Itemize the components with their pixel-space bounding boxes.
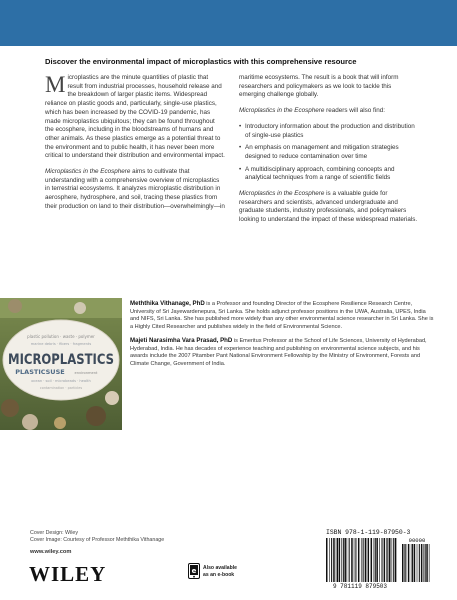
cover-design-credit: Cover Design: Wiley [30,530,78,536]
svg-text:marine debris · fibers · fragm: marine debris · fibers · fragments [30,342,92,346]
isbn-human-readable: 9 781119 879503 [332,583,388,590]
readers-intro: Microplastics in the Ecosphere readers will also find: [239,107,385,115]
photo-word-main: MICROPLASTICS [8,352,114,368]
list-item: • A multidisciplinary approach, combining concepts and analytical techniques from a range of scientific fields [239,166,419,183]
author-name: Meththika Vithanage, PhD [130,300,205,307]
author-bio: Majeti Narasimha Vara Prasad, PhD is Emeritus Professor at the School of Life Sciences, University of Hyderabad, Hyderabad, India. He has decades of experience teaching and publishing on environmental science subjects, and his awards include the 2007 Pitamber Pant National Environment Fellowship by the Ministry of Environment, Forests and Climate Change, Government of India. [130,336,427,367]
cover-credits [30,530,164,544]
cover-photo-illustration [0,298,122,430]
photo-word-sub: PLASTICSUSE [15,368,65,376]
author-bios [130,300,435,374]
closing-paragraph: Microplastics in the Ecosphere is a valuable guide for researchers and scientists, advanced undergraduate and graduate students, industry professionals, and policymakers looking to understand the impact of these widespread materials. [239,190,418,224]
left-column [45,74,225,219]
svg-text:ocean · soil · microbeads · he: ocean · soil · microbeads · health [31,379,91,383]
isbn-label: ISBN 978-1-119-87950-3 [326,529,411,536]
isbn-addon: 90000 [408,537,426,544]
svg-text:e: e [191,567,197,575]
cover-photo [0,298,122,430]
book-title-italic: Microplastics in the Ecosphere [239,190,325,198]
svg-text:contamination · particles: contamination · particles [39,386,83,390]
barcode-addon-bars [402,544,429,582]
author-bio: Meththika Vithanage, PhD is a Professor and founding Director of the Ecosphere Resilience Research Centre, University of Sri Jayewardenepura, Sri Lanka. She holds adjunct professor positions in the UWA, Australia, UPES, India and NIFS, Sri Lanka. She has published more widely than any other environmental science researcher in Sri Lanka. She is a Highly Cited Researcher and publishes widely in the field of Environmental Science. [130,300,434,331]
publisher-website: www.wiley.com [30,549,72,555]
aims-paragraph: Microplastics in the Ecosphere aims to cultivate that understanding with a comprehensive overview of microplastics in terrestrial ecosystems. It analyzes microplastic distribution in aerosphere, hydrosphere, and soil, tracing these plastics from their production on land to their distribution—overwhelmingly—in [45,168,225,210]
list-item: • Introductory information about the production and distribution of single-use plastics [239,123,419,140]
book-title-italic: Microplastics in the Ecosphere [239,107,325,115]
ebook-availability: Also available as an e-book [203,565,237,578]
top-color-band [0,0,457,46]
intro-paragraph: Microplastics are the minute quantities of plastic that result from industrial processes, household release and the breakdown of larger plastic items. Widespread reliance on plastic goods and, particularly, single-use plastics, which has been increased by the COVID-19 pandemic, has made microplastics ubiquitous; they can be found throughout the ecosphere, including in the bloodstreams of humans and other animals. As these plastics emerge as a potential threat to the environment and to public health, it has never been more critical to understand their distribution and environmental impact. [45,72,225,160]
list-item: • An emphasis on management and mitigation strategies designed to reduce contamination over time [239,144,419,161]
book-title-italic: Microplastics in the Ecosphere [45,168,131,176]
right-column [239,74,419,232]
svg-text:plastic pollution · waste · po: plastic pollution · waste · polymer [27,334,95,339]
feature-list [239,123,419,183]
svg-text:environment: environment [74,371,98,375]
cover-image-credit: Cover Image: Courtesy of Professor Meththika Vithanage [30,537,165,543]
drop-cap: M [45,72,66,97]
ebook-icon [188,563,200,579]
headline: Discover the environmental impact of microplastics with this comprehensive resource [45,57,357,66]
barcode-bars [326,538,396,582]
author-name: Majeti Narasimha Vara Prasad, PhD [130,336,233,344]
continuation-paragraph: maritime ecosystems. The result is a book that will inform researchers and policymakers as we look to tackle this emerging challenge globally. [239,74,399,99]
isbn-barcode [322,536,432,590]
publisher-logo: WILEY [29,562,107,586]
